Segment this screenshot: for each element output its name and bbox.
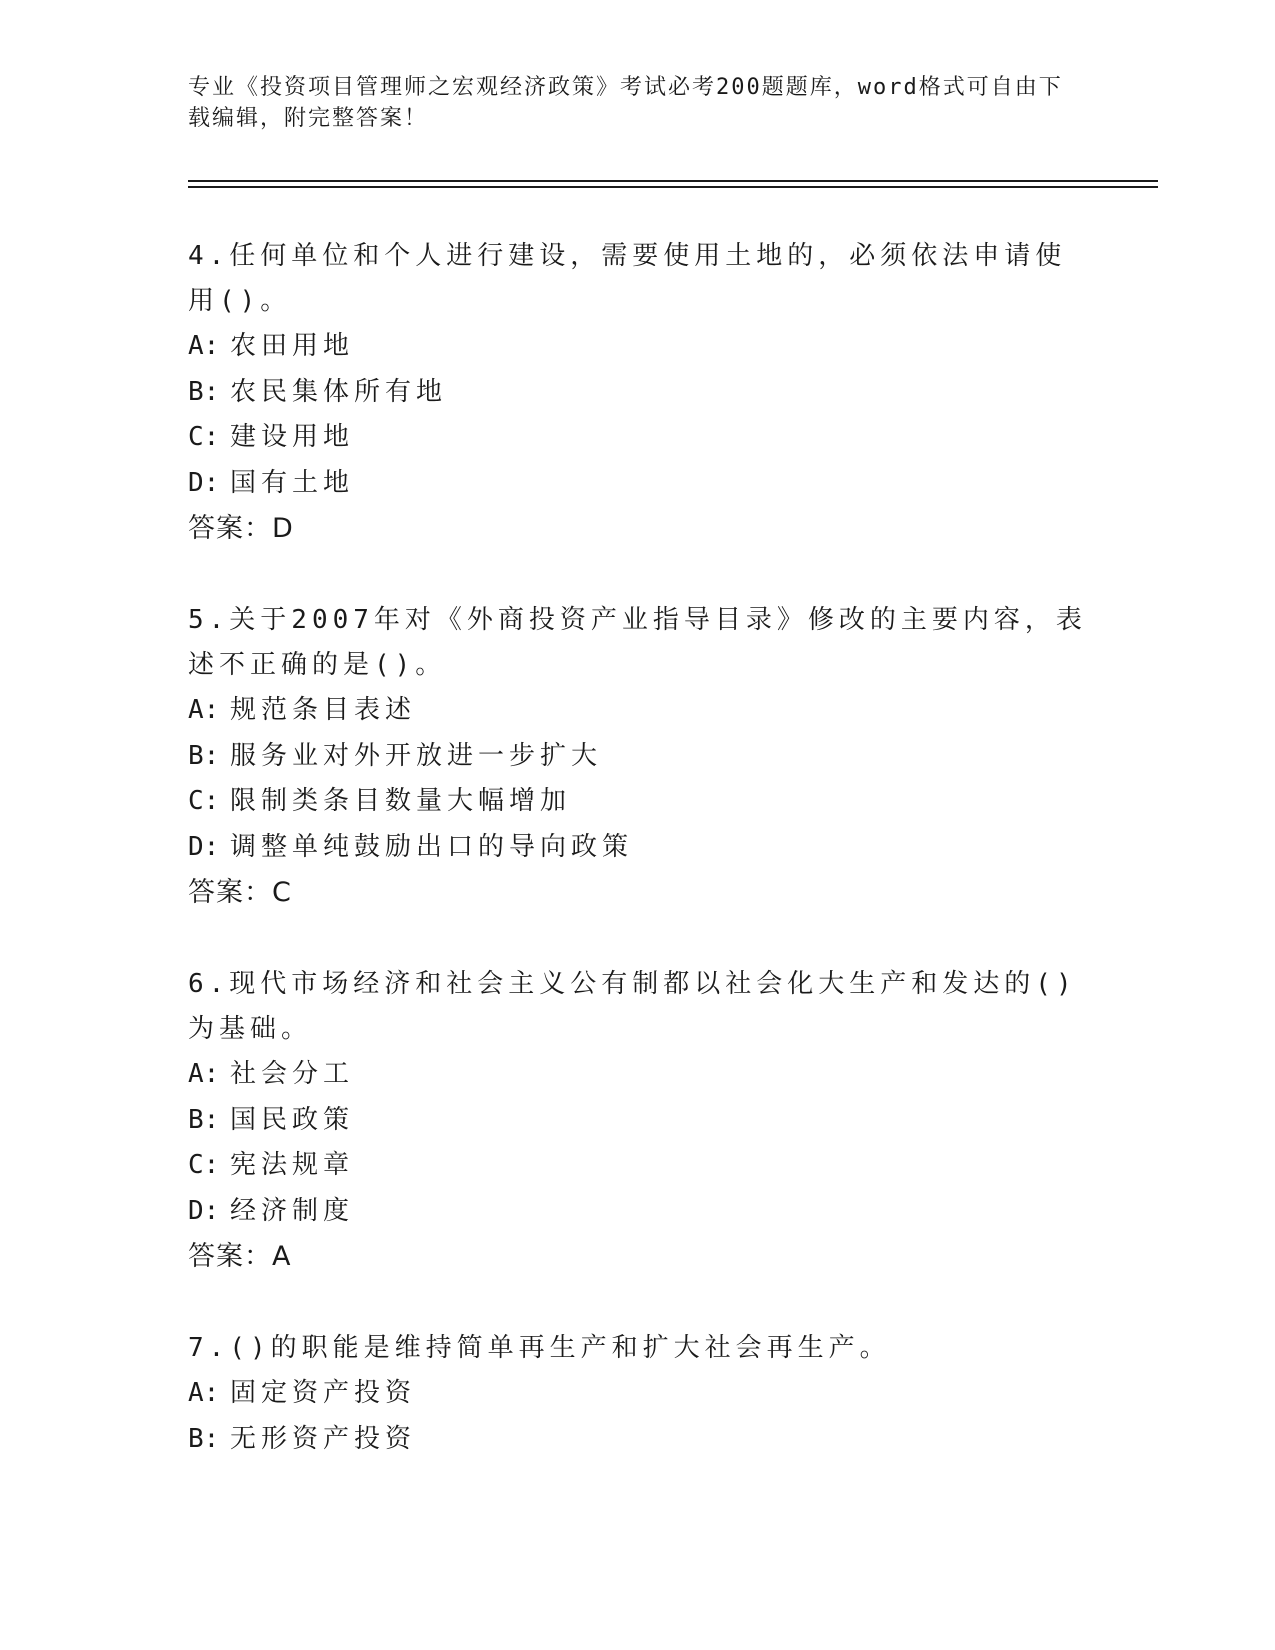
option-item <box>188 461 1088 507</box>
option-letter: A: <box>188 695 220 725</box>
option-item <box>188 1143 1088 1189</box>
option-letter: B: <box>188 1104 220 1135</box>
option-item <box>188 370 1088 416</box>
option-text: 固定资产投资 <box>230 1378 417 1408</box>
option-item <box>188 779 1088 825</box>
option-letter: B: <box>188 740 220 771</box>
option-text: 农民集体所有地 <box>230 376 448 407</box>
option-item <box>188 734 1088 780</box>
question-block <box>188 962 1088 1280</box>
question-block <box>188 234 1088 552</box>
answer-line: 答案：D <box>188 513 294 544</box>
option-item <box>188 1189 1088 1235</box>
question-stem: 7.()的职能是维持简单再生产和扩大社会再生产。 <box>188 1333 891 1363</box>
option-text: 限制类条目数量大幅增加 <box>230 786 572 816</box>
option-item <box>188 415 1088 461</box>
option-item <box>188 1098 1088 1144</box>
option-letter: C: <box>188 422 220 452</box>
option-item <box>188 688 1088 734</box>
answer-line: 答案：C <box>188 877 292 908</box>
option-letter: D: <box>188 831 220 862</box>
option-text: 服务业对外开放进一步扩大 <box>230 740 603 771</box>
option-text: 农田用地 <box>230 331 355 361</box>
option-letter: A: <box>188 1378 220 1408</box>
option-letter: D: <box>188 1195 220 1226</box>
option-text: 社会分工 <box>230 1059 355 1089</box>
option-text: 国有土地 <box>230 467 355 498</box>
question-stem: 4.任何单位和个人进行建设，需要使用土地的，必须依法申请使用()。 <box>188 241 1067 316</box>
option-item <box>188 1371 1088 1417</box>
question-block <box>188 598 1088 916</box>
option-text: 国民政策 <box>230 1104 355 1135</box>
header-rule-bottom <box>188 186 1158 188</box>
question-stem: 5.关于2007年对《外商投资产业指导目录》修改的主要内容，表述不正确的是()。 <box>188 605 1087 680</box>
option-letter: B: <box>188 1423 220 1454</box>
option-item <box>188 1417 1088 1463</box>
option-text: 宪法规章 <box>230 1150 355 1180</box>
option-letter: C: <box>188 1150 220 1180</box>
option-text: 无形资产投资 <box>230 1423 417 1454</box>
option-letter: C: <box>188 786 220 816</box>
option-text: 经济制度 <box>230 1195 355 1226</box>
option-text: 建设用地 <box>230 422 355 452</box>
option-item <box>188 1052 1088 1098</box>
option-letter: A: <box>188 331 220 361</box>
option-text: 调整单纯鼓励出口的导向政策 <box>230 831 634 862</box>
document-header: 专业《投资项目管理师之宏观经济政策》考试必考200题题库，word格式可自由下载编辑，附完整答案！ <box>188 75 1063 131</box>
option-letter: B: <box>188 376 220 407</box>
option-letter: D: <box>188 467 220 498</box>
option-text: 规范条目表述 <box>230 695 417 725</box>
question-block <box>188 1326 1088 1462</box>
header-rule-top <box>188 180 1158 182</box>
option-letter: A: <box>188 1059 220 1089</box>
option-item <box>188 825 1088 871</box>
option-item <box>188 324 1088 370</box>
question-stem: 6.现代市场经济和社会主义公有制都以社会化大生产和发达的()为基础。 <box>188 969 1077 1044</box>
answer-line: 答案：A <box>188 1241 292 1272</box>
